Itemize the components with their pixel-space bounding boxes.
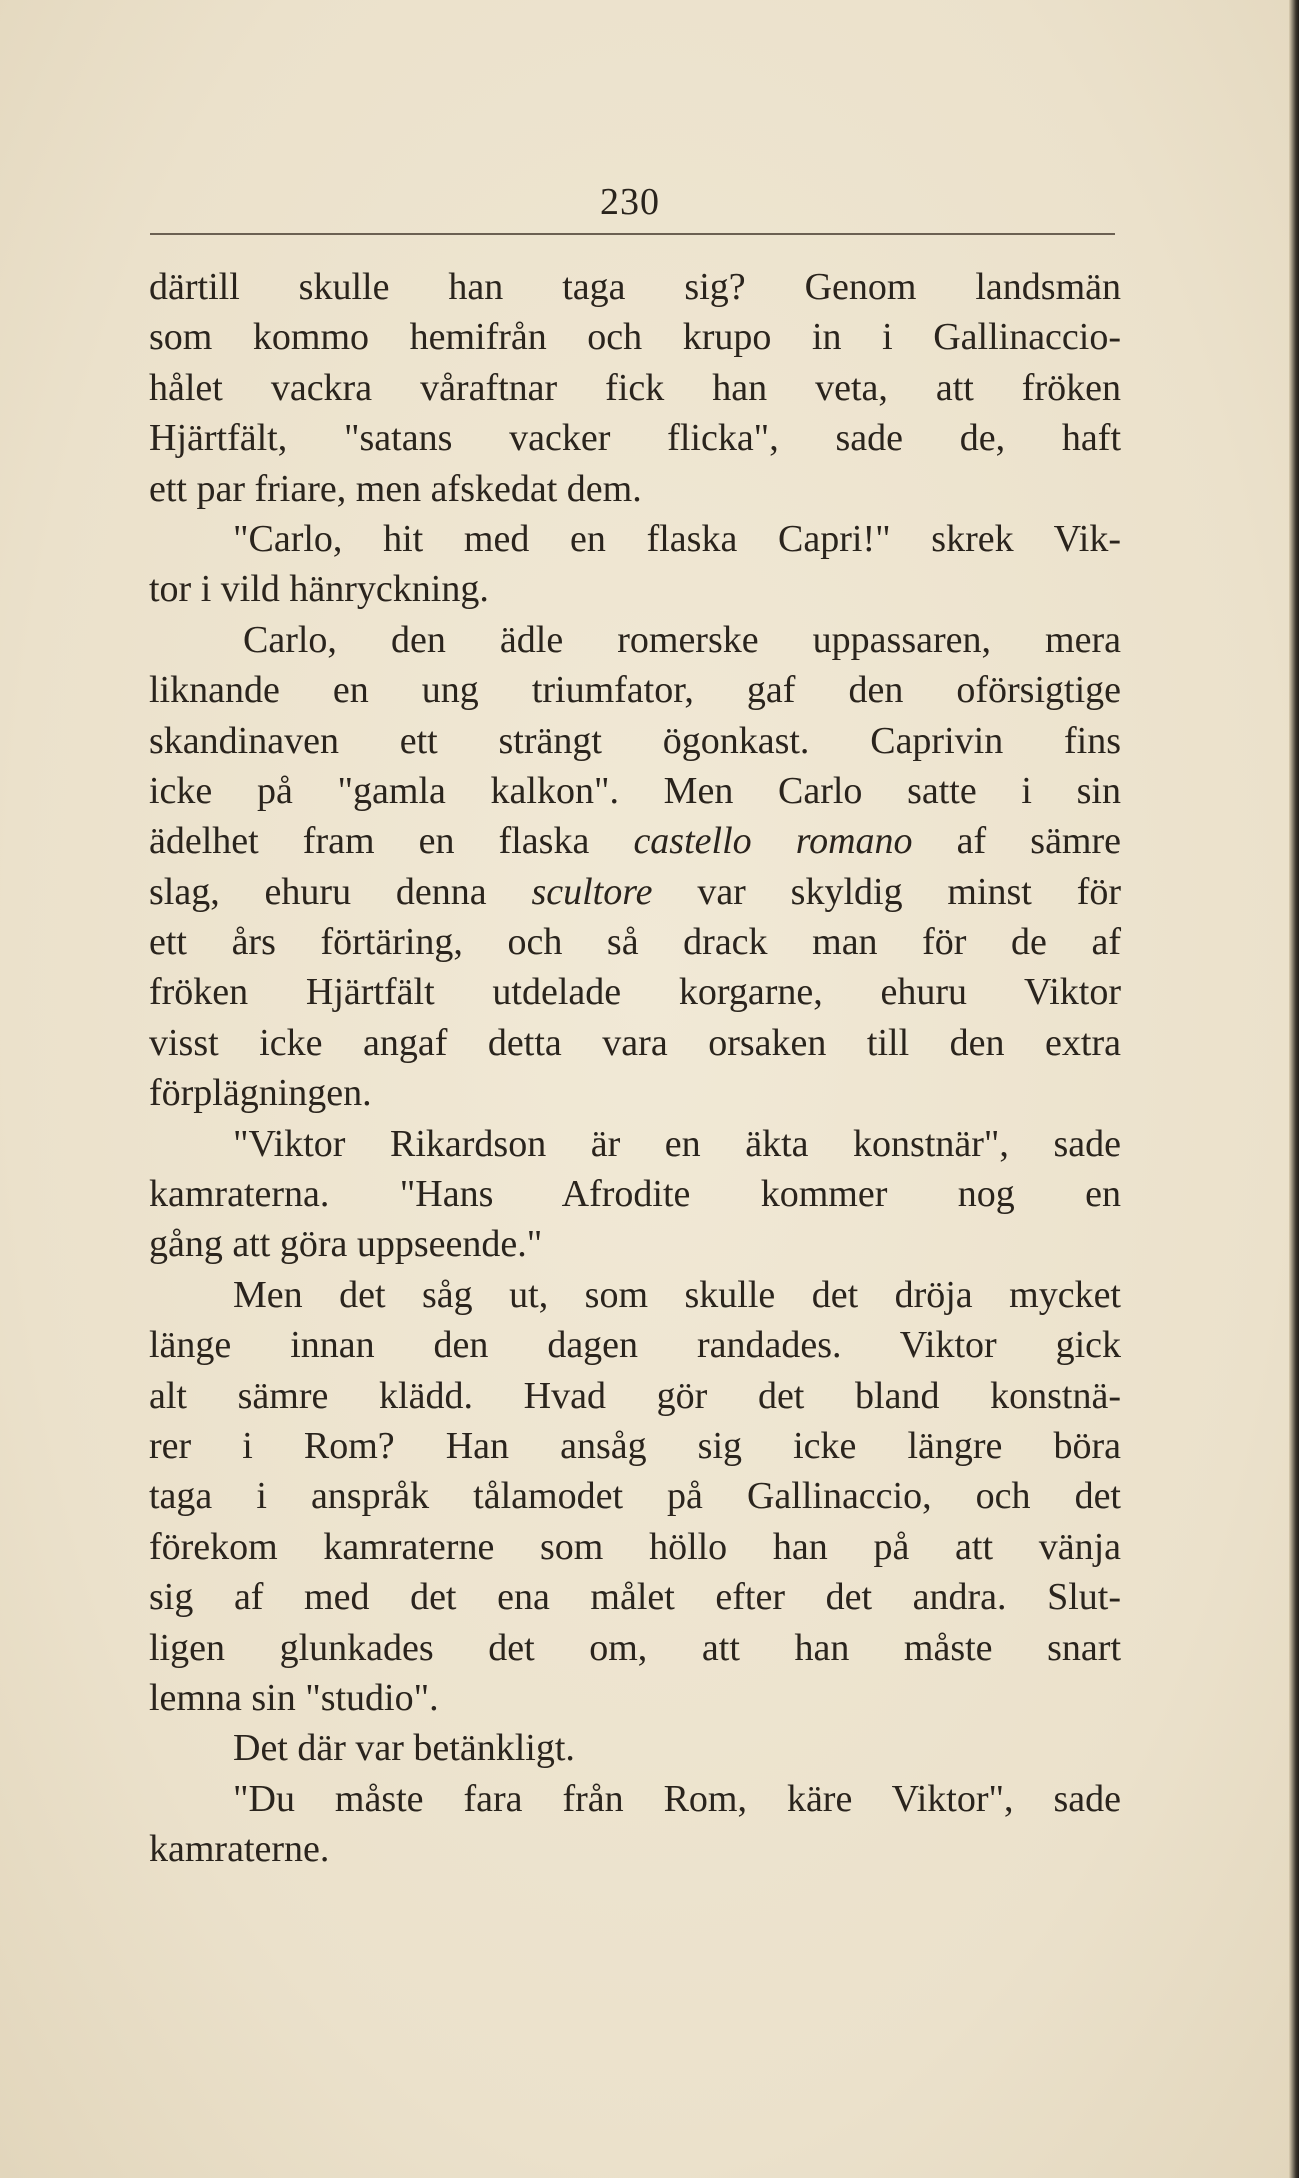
text-line: icke på "gamla kalkon". Men Carlo satte i sin bbox=[149, 769, 1121, 812]
text-line: ligen glunkades det om, att han måste snart bbox=[149, 1626, 1121, 1669]
text-line bbox=[149, 867, 1121, 917]
text-line: ett par friare, men afskedat dem. bbox=[149, 467, 642, 510]
text-line: liknande en ung triumfator, gaf den oförsigtige bbox=[149, 669, 1121, 712]
page-number: 230 bbox=[600, 181, 660, 223]
text-line: "Viktor Rikardson är en äkta konstnär", sade bbox=[233, 1122, 1121, 1165]
text-line: visst icke angaf detta vara orsaken till den extra bbox=[149, 1021, 1121, 1064]
text-line: alt sämre klädd. Hvad gör det bland konstnä- bbox=[149, 1374, 1121, 1417]
text-line: "Carlo, hit med en flaska Capri!" skrek Vik- bbox=[233, 517, 1121, 560]
body-text bbox=[149, 262, 1121, 1875]
text-line bbox=[149, 816, 1121, 866]
text-line: gång att göra uppseende." bbox=[149, 1223, 543, 1266]
text-line: Men det såg ut, som skulle det dröja mycket bbox=[233, 1273, 1121, 1316]
text-line: kamraterne. bbox=[149, 1828, 330, 1871]
text-line: taga i anspråk tålamodet på Gallinaccio, och det bbox=[149, 1475, 1121, 1518]
header-rule bbox=[150, 233, 1115, 235]
text-line: som kommo hemifrån och krupo in i Gallinaccio- bbox=[149, 316, 1121, 359]
text-line: fröken Hjärtfält utdelade korgarne, ehuru Viktor bbox=[149, 971, 1121, 1014]
text-line: Det där var betänkligt. bbox=[233, 1727, 575, 1770]
text-segment: slag, ehuru denna bbox=[149, 870, 532, 913]
text-segment: af sämre bbox=[912, 820, 1122, 863]
text-line: Hjärtfält, "satans vacker flicka", sade de, haft bbox=[149, 417, 1121, 460]
italic-phrase: castello romano bbox=[633, 820, 913, 863]
text-line: förplägningen. bbox=[149, 1072, 372, 1115]
text-line: lemna sin "studio". bbox=[149, 1676, 439, 1719]
text-line: förekom kamraterne som höllo han på att vänja bbox=[149, 1525, 1121, 1568]
italic-phrase: scultore bbox=[531, 870, 653, 913]
text-line: skandinaven ett strängt ögonkast. Caprivin fins bbox=[149, 719, 1121, 762]
page-edge-shadow bbox=[1289, 0, 1299, 2178]
text-segment: ädelhet fram en flaska bbox=[149, 820, 634, 863]
text-line: hålet vackra våraftnar fick han veta, att fröken bbox=[149, 366, 1121, 409]
text-line: tor i vild hänryckning. bbox=[149, 568, 489, 611]
text-line: rer i Rom? Han ansåg sig icke längre böra bbox=[149, 1424, 1121, 1467]
text-line: ett års förtäring, och så drack man för de af bbox=[149, 921, 1121, 964]
text-line: därtill skulle han taga sig? Genom landsmän bbox=[149, 266, 1121, 308]
text-line: länge innan den dagen randades. Viktor gick bbox=[149, 1324, 1121, 1367]
text-line: "Du måste fara från Rom, käre Viktor", sade bbox=[233, 1777, 1121, 1820]
text-line: Carlo, den ädle romerske uppassaren, mera bbox=[243, 618, 1121, 661]
text-segment: var skyldig minst för bbox=[652, 870, 1121, 913]
text-line: sig af med det ena målet efter det andra. Slut- bbox=[149, 1576, 1121, 1619]
text-line: kamraterna. "Hans Afrodite kommer nog en bbox=[149, 1173, 1121, 1216]
